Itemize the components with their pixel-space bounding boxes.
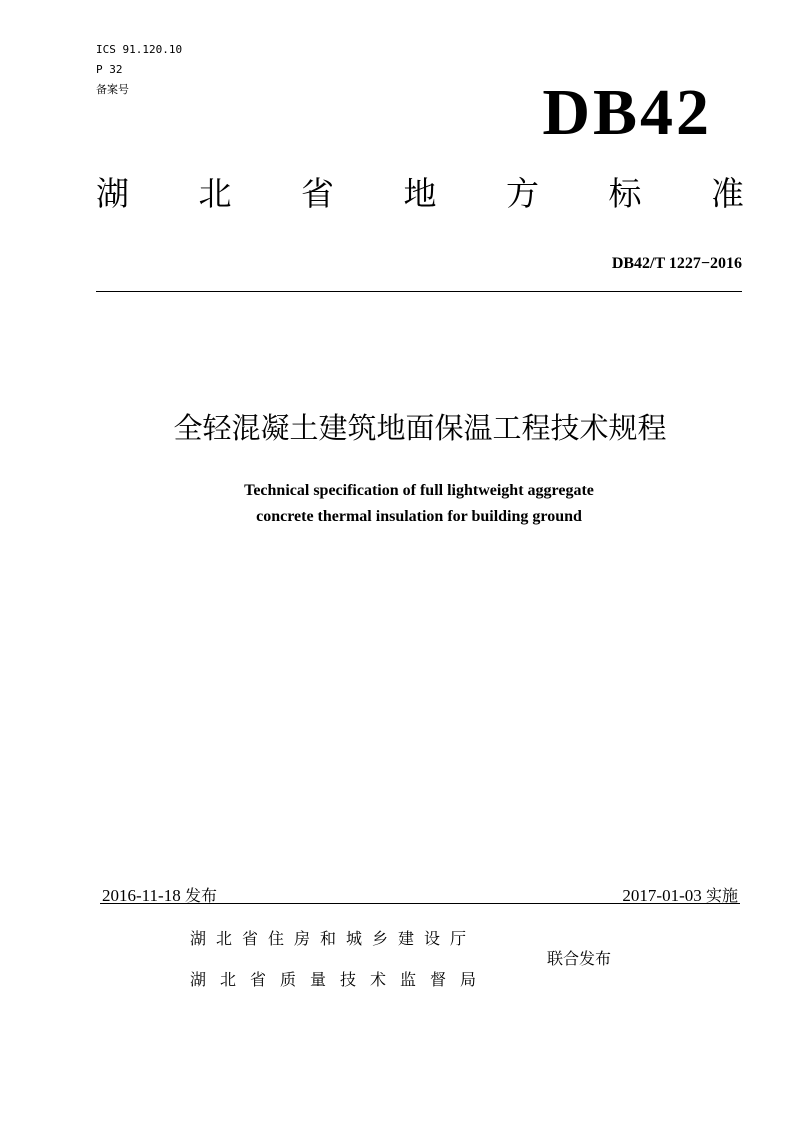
issuer-housing-department: 湖北省住房和城乡建设厅 [190,929,477,948]
implementation-date: 2017-01-03 [622,886,702,905]
standard-type-char: 湖 [96,174,129,213]
joint-issue-label: 联合发布 [547,949,612,968]
record-number-label: 备案号 [96,83,129,96]
implementation-label: 实施 [705,886,738,905]
title-english-line: Technical specification of full lightweight aggregate [244,482,594,499]
classification-code: P 32 [96,63,123,76]
issue-date: 2016-11-18 [102,886,181,905]
standard-type-char: 准 [711,174,744,213]
standard-code: DB42/T 1227−2016 [611,255,742,272]
issue-label: 发布 [184,886,217,905]
standard-type-char: 方 [506,174,539,213]
issuer-quality-bureau: 湖北省质量技术监督局 [190,970,491,989]
title-chinese: 全轻混凝土建筑地面保温工程技术规程 [173,411,667,445]
header-divider [96,291,742,292]
title-english [0,478,800,530]
standard-logo: DB42 [542,76,712,149]
title-english-line: concrete thermal insulation for building ground [256,508,582,525]
standard-type-char: 省 [301,174,334,213]
footer-divider [100,903,740,904]
standard-type [96,172,744,216]
ics-code: ICS 91.120.10 [96,43,183,56]
standard-type-char: 地 [403,174,437,213]
standard-type-char: 北 [198,174,232,213]
standard-type-char: 标 [608,174,642,213]
